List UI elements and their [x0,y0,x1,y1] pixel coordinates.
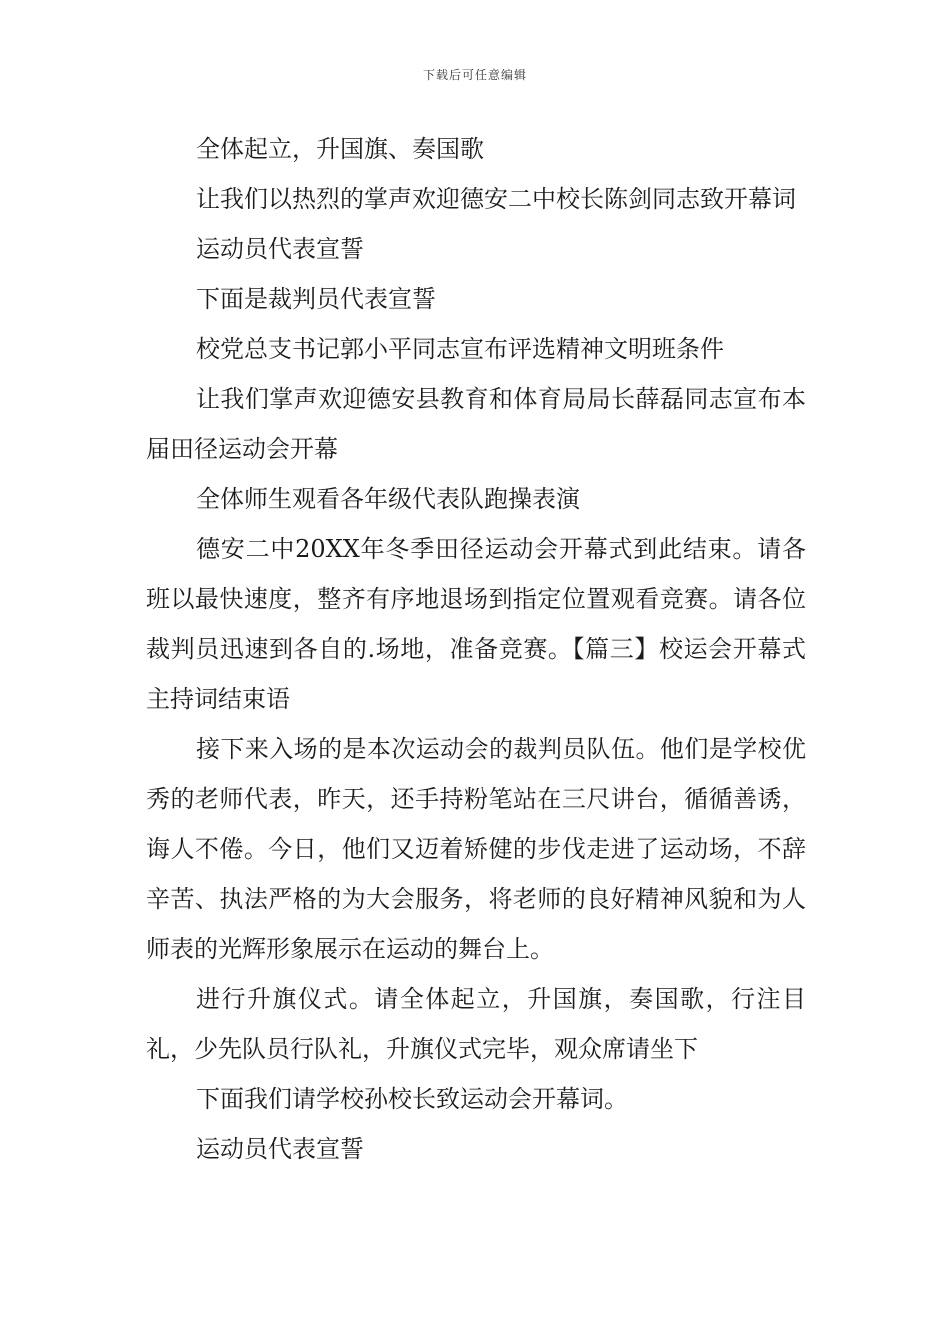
paragraph: 运动员代表宣誓 [196,235,364,263]
paragraph: 进行升旗仪式。请全体起立，升国旗，奏国歌，行注目礼，少先队员行队礼，升旗仪式完毕，观众席请坐下 [146,985,806,1063]
paragraph: 德安二中20XX年冬季田径运动会开幕式到此结束。请各班以最快速度，整齐有序地退场到指定位置观看竞赛。请各位裁判员迅速到各自的.场地，准备竞赛。【篇三】校运会开幕式主持词结束语 [146,535,806,713]
paragraph: 让我们掌声欢迎德安县教育和体育局局长薛磊同志宣布本届田径运动会开幕 [146,385,806,463]
paragraph: 接下来入场的是本次运动会的裁判员队伍。他们是学校优秀的老师代表，昨天，还手持粉笔站在三尺讲台，循循善诱，诲人不倦。今日，他们又迈着矫健的步伐走进了运动场，不辞辛苦、执法严格的为大会服务，将老师的良好精神风貌和为人师表的光辉形象展示在运动的舞台上。 [146,735,806,963]
paragraph: 全体师生观看各年级代表队跑操表演 [196,485,580,513]
paragraph: 让我们以热烈的掌声欢迎德安二中校长陈剑同志致开幕词 [196,185,796,213]
paragraph: 运动员代表宣誓 [196,1135,364,1163]
document-body [146,124,806,1174]
page-header: 下载后可任意编辑 [422,68,527,82]
paragraph: 全体起立，升国旗、奏国歌 [196,135,484,163]
paragraph: 下面我们请学校孙校长致运动会开幕词。 [196,1085,628,1113]
paragraph: 校党总支书记郭小平同志宣布评选精神文明班条件 [196,335,724,363]
paragraph: 下面是裁判员代表宣誓 [196,285,436,313]
